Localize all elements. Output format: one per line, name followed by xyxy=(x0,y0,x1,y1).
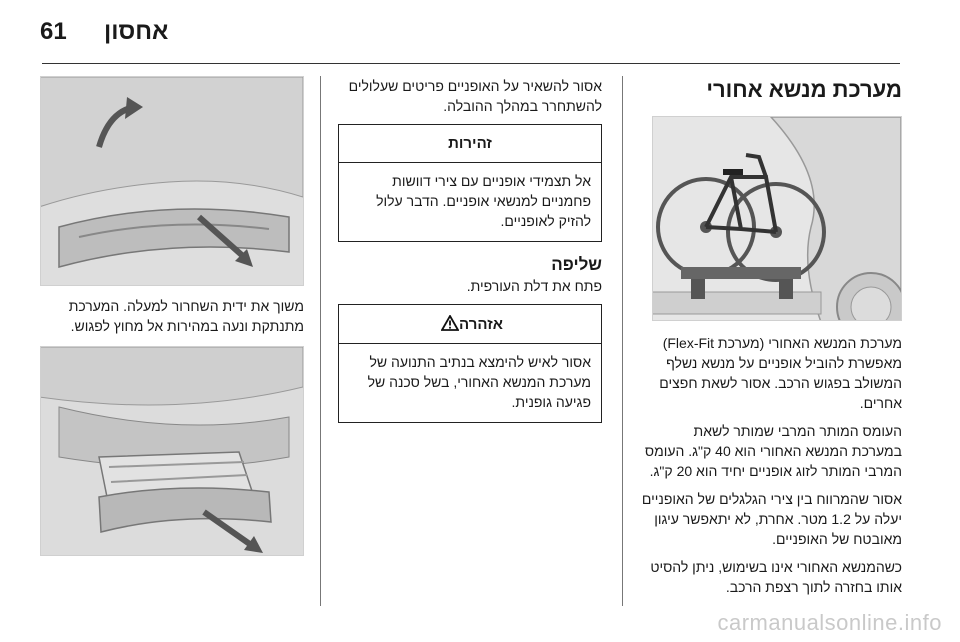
page-header xyxy=(30,14,930,54)
caution-title: זהירות xyxy=(339,125,601,163)
page-number: 61 xyxy=(40,18,67,45)
intro-text: אסור להשאיר על האופניים פריטים שעלולים להשתחרר במהלך ההובלה. xyxy=(348,78,602,114)
release-caption: משוך את ידית השחרור למעלה. המערכת מתנתקת ונעה במהירות אל מחוץ לפגוש. xyxy=(68,298,304,334)
column-divider-left xyxy=(320,76,321,606)
carrier-extended-photo xyxy=(40,346,304,556)
watermark: carmanualsonline.info xyxy=(717,610,942,635)
caution-text: אל תצמידי אופניים עם צירי דוושות פחמניים למנשאי אופניים. הדבר עלול להזיק לאופניים. xyxy=(376,173,591,229)
paragraph-3: אסור שהמרווח בין צירי הגלגלים של האופניים יעלה על 1.2 מטר. אחרת, לא יתאפשר עיגון מאובטח של האופניים. xyxy=(641,491,902,547)
caution-box xyxy=(338,124,602,242)
left-column xyxy=(38,76,304,556)
section-title: אחסון xyxy=(104,18,169,45)
rear-carrier-title: מערכת מנשא אחורי xyxy=(706,77,902,102)
right-column xyxy=(640,76,902,597)
release-handle-photo xyxy=(40,76,304,286)
warning-box xyxy=(338,304,602,423)
paragraph-2: העומס המותר המרבי שמותר לשאת במערכת המנשא האחורי הוא 40 ק"ג. העומס המרבי המותר לזוג אופניים יחיד הוא 20 ק"ג. xyxy=(644,423,902,479)
bicycle-carrier-photo xyxy=(652,116,902,321)
unfold-text: פתח את דלת העורפית. xyxy=(466,278,602,294)
paragraph-1: מערכת המנשא האחורי (מערכת Flex-Fit) מאפשרת להוביל אופניים על מנשא נשלף המשולב בפגוש הרכב. אסור לשאת חפצים אחרים. xyxy=(659,335,902,411)
header-divider xyxy=(42,63,900,64)
warning-text: אסור לאיש להימצא בנתיב התנועה של מערכת המנשא האחורי, בשל סכנה של פגיעה גופנית. xyxy=(367,354,591,410)
paragraph-4: כשהמנשא האחורי אינו בשימוש, ניתן להסיט אותו בחזרה לתוך רצפת הרכב. xyxy=(650,559,902,595)
column-divider-right xyxy=(622,76,623,606)
middle-column xyxy=(338,76,602,423)
warning-header xyxy=(339,305,601,344)
unfold-title: שליפה xyxy=(551,255,602,274)
warning-title: אזהרה xyxy=(459,316,503,333)
warning-triangle-icon xyxy=(441,315,459,331)
